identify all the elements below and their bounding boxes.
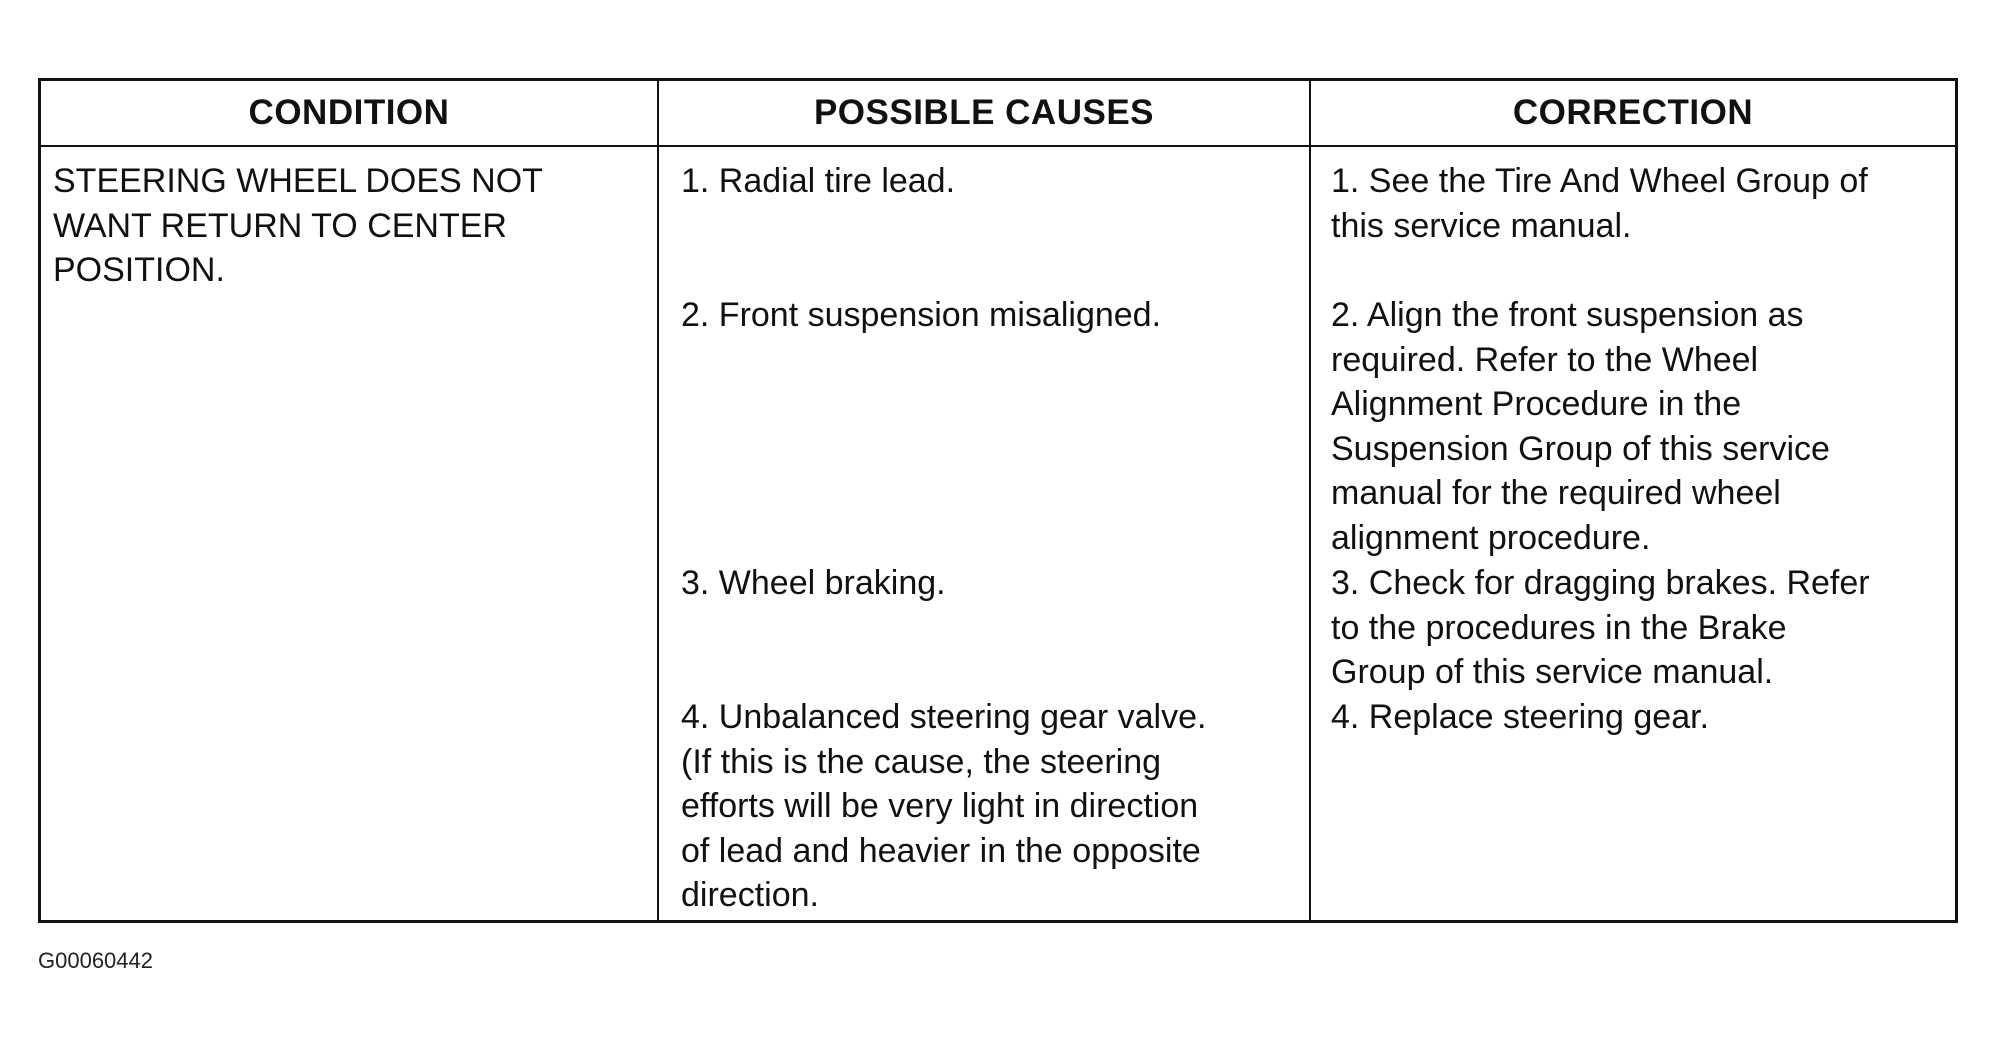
cause-1: 1. Radial tire lead. <box>681 162 956 200</box>
correction-3: 3. Check for dragging brakes. Refer to the procedures in the Brake Group of this service manual. <box>1331 564 1870 691</box>
figure-id: G00060442 <box>38 948 153 973</box>
cause-3: 3. Wheel braking. <box>681 564 946 602</box>
cause-4: 4. Unbalanced steering gear valve. (If this is the cause, the steering efforts will be very light in direction of lead and heavier in the opposite direction. <box>681 698 1207 914</box>
column-divider <box>1309 81 1311 920</box>
correction-2: 2. Align the front suspension as required. Refer to the Wheel Alignment Procedure in the Suspension Group of this service manual for the required wheel alignment procedure. <box>1331 296 1830 557</box>
correction-1: 1. See the Tire And Wheel Group of this service manual. <box>1331 162 1868 245</box>
header-condition: CONDITION <box>248 93 450 132</box>
cause-2: 2. Front suspension misaligned. <box>681 296 1162 334</box>
condition-text: STEERING WHEEL DOES NOT WANT RETURN TO CENTER POSITION. <box>53 162 543 289</box>
diagnosis-table <box>38 78 1958 923</box>
header-divider <box>41 145 1955 147</box>
correction-4: 4. Replace steering gear. <box>1331 698 1710 736</box>
header-correction: CORRECTION <box>1512 93 1754 132</box>
column-divider <box>657 81 659 920</box>
header-possible-causes: POSSIBLE CAUSES <box>813 93 1155 132</box>
